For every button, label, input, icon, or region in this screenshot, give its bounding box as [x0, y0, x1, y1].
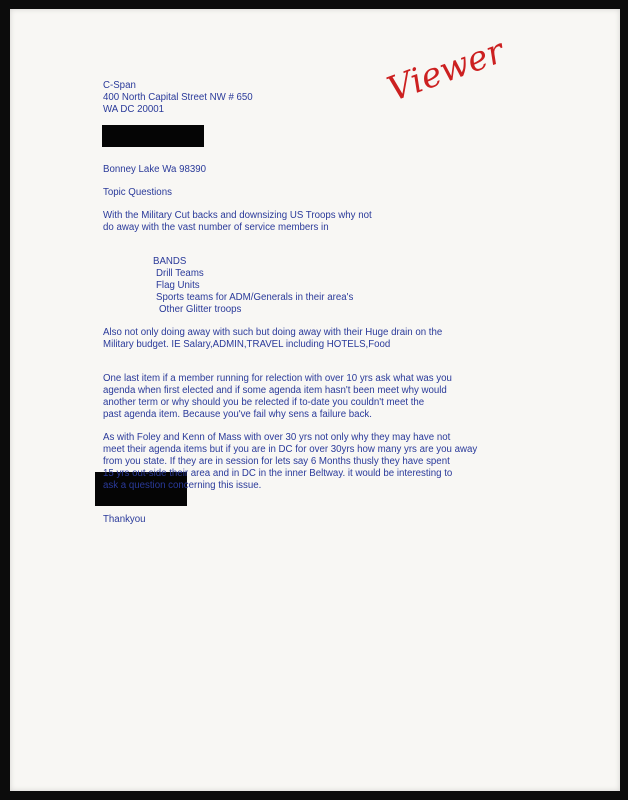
paragraph-line: agenda when first elected and if some agenda item hasn't been meet why would [103, 385, 447, 396]
paragraph-line: As with Foley and Kenn of Mass with over 30 yrs not only why they may have not [103, 432, 451, 443]
paragraph-line: 15 yrs out-side their area and in DC in the inner Beltway. it would be interesting to [103, 468, 453, 479]
paragraph-line: One last item if a member running for relection with over 10 yrs ask what was you [103, 373, 452, 384]
address-street: 400 North Capital Street NW # 650 [103, 92, 253, 103]
viewer-annotation: Viewer [382, 31, 510, 110]
list-item: Flag Units [156, 280, 200, 291]
sender-city: Bonney Lake Wa 98390 [103, 164, 207, 175]
paragraph-line: Military budget. IE Salary,ADMIN,TRAVEL including HOTELS,Food [103, 339, 391, 350]
reverse-bleed-through [150, 530, 156, 556]
list-item: Sports teams for ADM/Generals in their area's [156, 292, 354, 303]
paragraph-line: from you state. If they are in session for lets say 6 Months thusly they have spent [103, 456, 450, 467]
intro-line: do away with the vast number of service members in [103, 222, 329, 233]
subject-line: Topic Questions [103, 187, 172, 198]
paragraph-line: meet their agenda items but if you are in DC for over 30yrs how many yrs are you away [103, 444, 478, 455]
list-item: Other Glitter troops [159, 304, 242, 315]
intro-line: With the Military Cut backs and downsizing US Troops why not [103, 210, 372, 221]
paragraph-line: another term or why should you be relected if to-date you couldn't meet the [103, 397, 425, 408]
address-city: WA DC 20001 [103, 104, 165, 115]
paragraph-line: Also not only doing away with such but doing away with their Huge drain on the [103, 327, 443, 338]
paragraph-line: ask a question concerning this issue. [103, 480, 262, 491]
letter-body [103, 80, 583, 526]
list-item: Drill Teams [156, 268, 204, 279]
address-org: C-Span [103, 80, 136, 91]
list-heading: BANDS [153, 256, 187, 267]
closing: Thankyou [103, 514, 146, 525]
paragraph-line: past agenda item. Because you've fail why sens a failure back. [103, 409, 372, 420]
